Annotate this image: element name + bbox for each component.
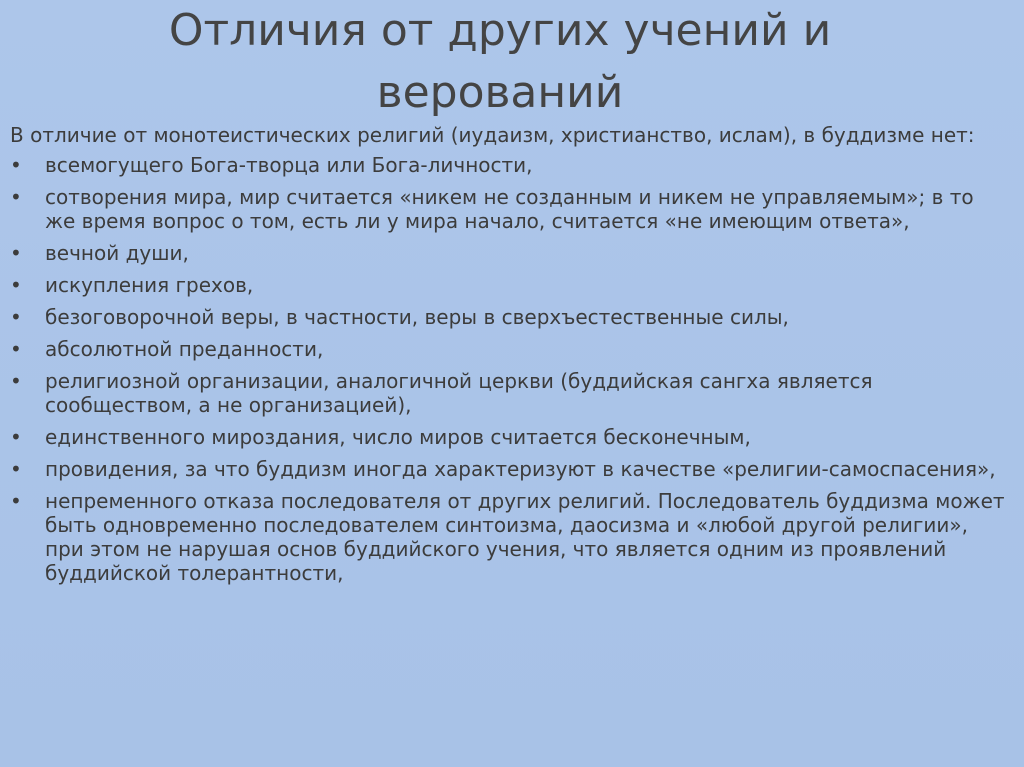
bullet-item — [10, 369, 1010, 417]
bullet-text: абсолютной преданности, — [45, 337, 324, 361]
bullet-text: сотворения мира, мир считается «никем не созданным и никем не управляемым»; в то же время вопрос о том, есть ли у мира начало, считается «не имеющим ответа», — [45, 185, 974, 233]
intro-paragraph: В отличие от монотеистических религий (иудаизм, христианство, ислам), в буддизме нет: — [10, 123, 975, 147]
bullet-item — [10, 337, 1010, 361]
bullet-text: единственного мироздания, число миров считается бесконечным, — [45, 425, 751, 449]
bullet-text: искупления грехов, — [45, 273, 254, 297]
bullet-icon: • — [10, 153, 22, 177]
bullet-text: вечной души, — [45, 241, 189, 265]
title-line-2: верований — [376, 67, 624, 118]
bullet-icon: • — [10, 337, 22, 361]
bullet-text: непременного отказа последователя от других религий. Последователь буддизма может быть одновременно последователем синтоизма, даосизма и «любой другой религии», при этом не нарушая основ буддийского учения, что является одним из проявлений буддийской толерантности, — [45, 489, 1005, 585]
bullet-icon: • — [10, 185, 22, 209]
bullet-item — [10, 489, 1010, 585]
bullet-icon: • — [10, 305, 22, 329]
bullet-text: провидения, за что буддизм иногда характеризуют в качестве «религии-самоспасения», — [45, 457, 996, 481]
bullet-icon: • — [10, 273, 22, 297]
slide-title — [150, 0, 850, 124]
bullet-text: безоговорочной веры, в частности, веры в сверхъестественные силы, — [45, 305, 789, 329]
bullet-item — [10, 185, 1010, 233]
bullet-item — [10, 305, 1010, 329]
bullet-item — [10, 153, 1010, 177]
bullet-icon: • — [10, 241, 22, 265]
bullet-text: религиозной организации, аналогичной церкви (буддийская сангха является сообществом, а не организацией), — [45, 369, 873, 417]
bullet-item — [10, 273, 1010, 297]
bullet-icon: • — [10, 369, 22, 393]
bullet-icon: • — [10, 489, 22, 513]
bullet-text: всемогущего Бога-творца или Бога-личности, — [45, 153, 533, 177]
bullet-item — [10, 425, 1010, 449]
bullet-list — [10, 153, 1010, 585]
bullet-item — [10, 241, 1010, 265]
slide-body — [10, 123, 1010, 593]
title-line-1: Отличия от других учений и — [168, 5, 832, 56]
bullet-icon: • — [10, 425, 22, 449]
bullet-item — [10, 457, 1010, 481]
bullet-icon: • — [10, 457, 22, 481]
